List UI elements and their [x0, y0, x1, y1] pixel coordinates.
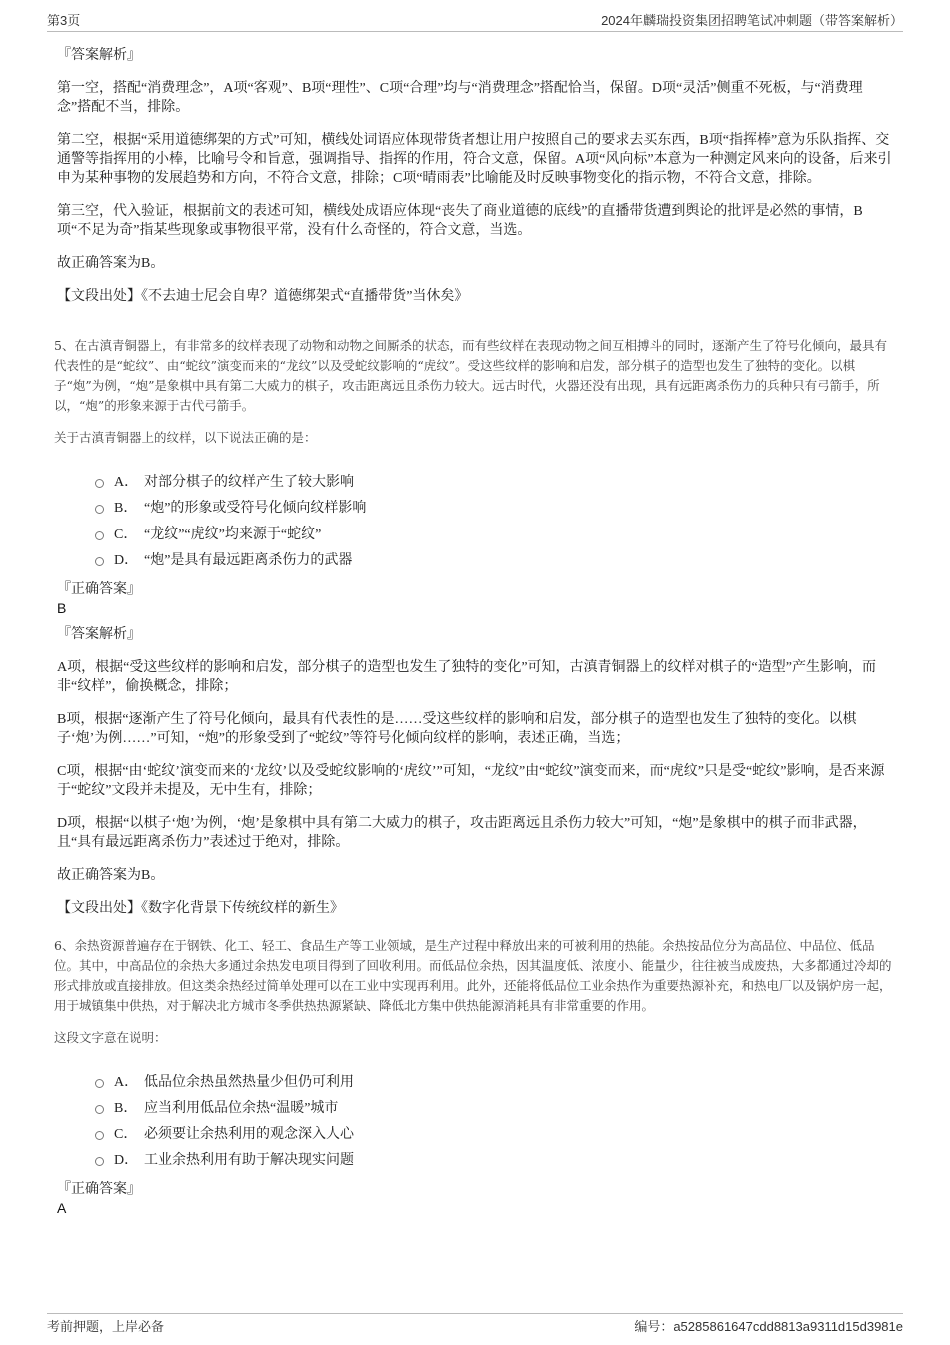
footer-code-label: 编号：: [634, 1319, 674, 1334]
q5-passage-text: 在古滇青铜器上，有非常多的纹样表现了动物和动物之间厮杀的状态，而有些纹样在表现动物之间互相搏斗的同时，逐渐产生了符号化倾向，最具有代表性的是“蛇纹”、由“蛇纹”演变而来的“龙纹”以及受蛇纹影响的“虎纹”。受这些纹样的影响和启发，部分棋子的造型也发生了独特的变化。以棋子“炮”为例，“炮”是象棋中具有第二大威力的棋子，攻击距离远且杀伤力较大。远古时代，火器还没有出现，具有远距离杀伤力的兵种只有弓箭手，所以，“炮”的形象来源于古代弓箭手。: [54, 338, 887, 413]
radio-icon[interactable]: [95, 1079, 104, 1088]
page-footer: [47, 1313, 903, 1339]
document-title: 2024年麟瑞投资集团招聘笔试冲刺题（带答案解析）: [601, 13, 903, 28]
radio-icon[interactable]: [95, 531, 104, 540]
q6-option-d[interactable]: [95, 1146, 895, 1172]
q6-number: 6、: [54, 938, 75, 953]
radio-icon[interactable]: [95, 557, 104, 566]
option-text: “炮”是具有最远距离杀伤力的武器: [144, 553, 353, 568]
option-letter: B．: [114, 501, 138, 516]
q4-analysis-3: 第三空，代入验证，根据前文的表述可知，横线处成语应体现“丧失了商业道德的底线”的直播带货遭到舆论的批评是必然的事情，B项“不足为奇”指某些现象或事物很平常，没有什么奇怪的，符合文意，当选。: [57, 204, 863, 238]
q5-source: 【文段出处】《数字化背景下传统纹样的新生》: [57, 901, 344, 916]
option-text: 对部分棋子的纹样产生了较大影响: [144, 475, 354, 490]
q5-stem: 关于古滇青铜器上的纹样，以下说法正确的是：: [54, 430, 317, 445]
q4-analysis-2: 第二空，根据“采用道德绑架的方式”可知，横线处词语应体现带货者想让用户按照自己的要求去买东西，B项“指挥棒”意为乐队指挥、交通警等指挥用的小棒，比喻号令和旨意，强调指导、指挥的作用，符合文意，保留。A项“风向标”本意为一种测定风来向的设备，后来引申为某种事物的发展趋势和方向，不符合文意，排除；C项“晴雨表”比喻能及时反映事物变化的指示物，不符合文意，排除。: [57, 133, 892, 186]
q5-answer-label: 『正确答案』: [57, 582, 141, 597]
page-number: 第3页: [47, 13, 81, 28]
page-content: [54, 46, 895, 1225]
option-letter: C．: [114, 1127, 138, 1142]
q5-analysis-a: A项，根据“受这些纹样的影响和启发，部分棋子的造型也发生了独特的变化”可知，古滇青铜器上的纹样对棋子的“造型”产生影响，而非“纹样”，偷换概念，排除；: [57, 660, 876, 694]
option-letter: B．: [114, 1101, 138, 1116]
q5-analysis-label: 『答案解析』: [57, 627, 141, 642]
q4-analysis-label: 『答案解析』: [57, 48, 141, 63]
option-text: “龙纹”“虎纹”均来源于“蛇纹”: [144, 527, 322, 542]
option-text: 低品位余热虽然热量少但仍可利用: [144, 1075, 354, 1090]
q5-option-c[interactable]: [95, 520, 895, 546]
q4-source: 【文段出处】《不去迪士尼会自卑？道德绑架式“直播带货”当休矣》: [57, 289, 469, 304]
q5-option-a[interactable]: [95, 468, 895, 494]
q6-answer: A: [57, 1200, 67, 1216]
option-letter: A．: [114, 475, 139, 490]
option-letter: D．: [114, 1153, 139, 1168]
q6-option-b[interactable]: [95, 1094, 895, 1120]
q6-option-c[interactable]: [95, 1120, 895, 1146]
q6-option-a[interactable]: [95, 1068, 895, 1094]
q6-answer-label: 『正确答案』: [57, 1182, 141, 1197]
q4-analysis-1: 第一空，搭配“消费理念”，A项“客观”、B项“理性”、C项“合理”均与“消费理念”搭配恰当，保留。D项“灵活”侧重不死板，与“消费理念”搭配不当，排除。: [57, 81, 863, 115]
q6-passage: [54, 936, 895, 1016]
radio-icon[interactable]: [95, 1131, 104, 1140]
option-text: 应当利用低品位余热“温暖”城市: [144, 1101, 339, 1116]
q5-option-b[interactable]: [95, 494, 895, 520]
option-text: “炮”的形象或受符号化倾向纹样影响: [144, 501, 367, 516]
radio-icon[interactable]: [95, 505, 104, 514]
q5-analysis-c: C项，根据“由‘蛇纹’演变而来的‘龙纹’以及受蛇纹影响的‘虎纹’”可知，“龙纹”由“蛇纹”演变而来，而“虎纹”只是受“蛇纹”影响，是否来源于“蛇纹”文段并未提及，无中生有，排除；: [57, 764, 885, 798]
q5-analysis-d: D项，根据“以棋子‘炮’为例，‘炮’是象棋中具有第二大威力的棋子，攻击距离远且杀伤力较大”可知，“炮”是象棋中的棋子而非武器，且“具有最远距离杀伤力”表述过于绝对，排除。: [57, 816, 867, 850]
option-letter: D．: [114, 553, 139, 568]
option-letter: C．: [114, 527, 138, 542]
q6-options: [95, 1068, 895, 1172]
q6-stem: 这段文字意在说明：: [54, 1030, 167, 1045]
q5-passage: [54, 336, 895, 416]
q5-analysis-b: B项，根据“逐渐产生了符号化倾向，最具有代表性的是……受这些纹样的影响和启发，部分棋子的造型也发生了独特的变化。以棋子‘炮’为例……”可知，“炮”的形象受到了“蛇纹”等符号化倾向纹样的影响，表述正确，当选；: [57, 712, 857, 746]
option-text: 工业余热利用有助于解决现实问题: [144, 1153, 354, 1168]
q4-conclusion: 故正确答案为B。: [57, 256, 165, 271]
q5-number: 5、: [54, 338, 75, 353]
footer-code: [634, 1316, 903, 1335]
q6-passage-text: 余热资源普遍存在于钢铁、化工、轻工、食品生产等工业领域，是生产过程中释放出来的可被利用的热能。余热按品位分为高品位、中品位、低品位。其中，中高品位的余热大多通过余热发电项目得到了回收利用。而低品位余热，因其温度低、浓度小、能量少，往往被当成废热，大多都通过冷却的形式排放或直接排放。但这类余热经过简单处理可以在工业中实现再利用。此外，还能将低品位工业余热作为重要热源补充，和热电厂以及锅炉房一起，用于城镇集中供热，对于解决北方城市冬季供热热源紧缺、降低北方集中供热能源消耗具有非常重要的作用。: [54, 938, 892, 1013]
page-header: [47, 0, 903, 32]
radio-icon[interactable]: [95, 1105, 104, 1114]
radio-icon[interactable]: [95, 479, 104, 488]
q5-option-d[interactable]: [95, 546, 895, 572]
radio-icon[interactable]: [95, 1157, 104, 1166]
option-text: 必须要让余热利用的观念深入人心: [144, 1127, 354, 1142]
option-letter: A．: [114, 1075, 139, 1090]
q5-conclusion: 故正确答案为B。: [57, 868, 165, 883]
footer-code-value: a5285861647cdd8813a9311d15d3981e: [673, 1319, 903, 1334]
footer-slogan: 考前押题，上岸必备: [47, 1319, 165, 1334]
q5-answer: B: [57, 600, 67, 616]
q5-options: [95, 468, 895, 572]
